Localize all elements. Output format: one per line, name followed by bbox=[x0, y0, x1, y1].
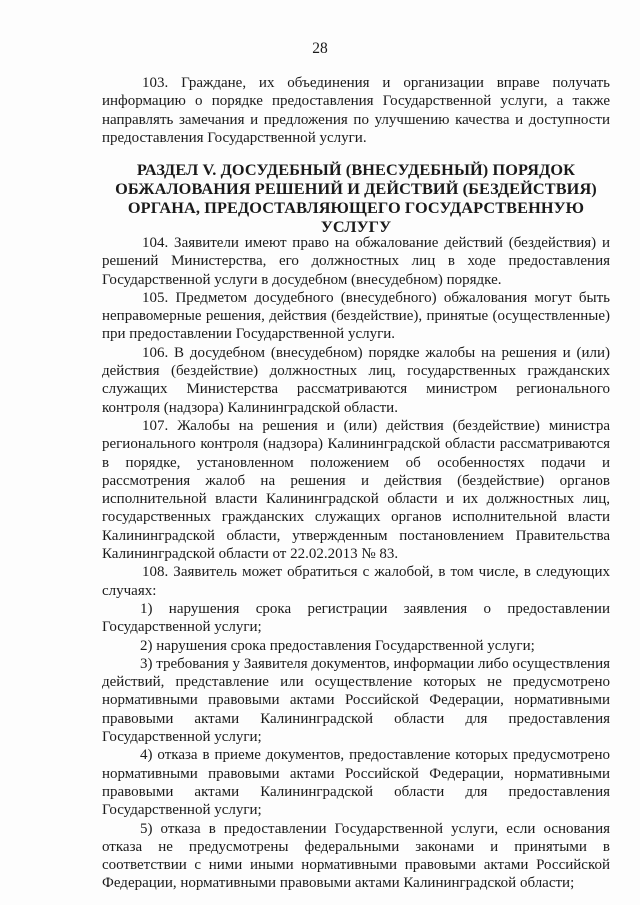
page-number: 28 bbox=[312, 40, 328, 57]
paragraph-105: 105. Предметом досудебного (внесудебного) обжалования могут быть неправомерные решения, действия (бездействие), принятые (осуществленные) при предоставлении Государственной услуги. bbox=[102, 289, 610, 343]
paragraph-107: 107. Жалобы на решения и (или) действия (бездействие) министра регионального контроля (надзора) Калининградской области рассматриваются в порядке, установленном положением об особенностях подачи и рассмотрения жалоб на решения и действия (бездействие) органов исполнительной власти Калининградской области и их должностных лиц, государственных гражданских служащих органов исполнительной власти Калининградской области, утвержденным постановлением Правительства Калининградской области от 22.02.2013 № 83. bbox=[102, 417, 610, 563]
paragraph-103-block bbox=[102, 74, 610, 147]
section-heading-line-3: ОРГАНА, ПРЕДОСТАВЛЯЮЩЕГО ГОСУДАРСТВЕННУЮ УСЛУГУ bbox=[127, 198, 585, 236]
paragraph-106: 106. В досудебном (внесудебном) порядке жалобы на решения и (или) действия (бездействие) должностных лиц, государственных гражданских служащих Министерства рассматриваются министром регионального контроля (надзора) Калининградской области. bbox=[102, 344, 610, 416]
section-heading bbox=[102, 160, 610, 236]
section-heading-line-1: РАЗДЕЛ V. ДОСУДЕБНЫЙ (ВНЕСУДЕБНЫЙ) ПОРЯДОК bbox=[136, 160, 576, 179]
list-item-1: 1) нарушения срока регистрации заявления о предоставлении Государственной услуги; bbox=[102, 600, 610, 636]
list-item-2: 2) нарушения срока предоставления Государственной услуги; bbox=[140, 637, 535, 654]
paragraph-104: 104. Заявители имеют право на обжалование действий (бездействия) и решений Министерства, его должностных лиц в ходе предоставления Государственной услуги в досудебном (внесудебном) порядке. bbox=[102, 235, 610, 288]
list-item-3: 3) требования у Заявителя документов, информации либо осуществления действий, представление или осуществление которых не предусмотрено нормативными правовыми актами Российской Федерации, нормативными правовыми актами Калининградской области для предоставления Государственной услуги; bbox=[102, 655, 610, 746]
list-item-4: 4) отказа в приеме документов, предоставление которых предусмотрено нормативными правовыми актами Российской Федерации, нормативными правовыми актами Калининградской области для предоставления Государственной услуги; bbox=[102, 747, 610, 819]
body-text bbox=[102, 234, 610, 893]
paragraph-103: 103. Граждане, их объединения и организации вправе получать информацию о порядке предоставления Государственной услуги, а также направлять замечания и предложения по улучшению качества и доступности предоставления Государственной услуги. bbox=[102, 75, 610, 146]
section-heading-line-2: ОБЖАЛОВАНИЯ РЕШЕНИЙ И ДЕЙСТВИЙ (БЕЗДЕЙСТВИЯ) bbox=[115, 179, 597, 198]
list-item-5: 5) отказа в предоставлении Государственной услуги, если основания отказа не предусмотрены федеральными законами и принятыми в соответствии с ними иными нормативными правовыми актами Российской Федерации, нормативными правовыми актами Калининградской области; bbox=[102, 820, 610, 892]
paragraph-108: 108. Заявитель может обратиться с жалобой, в том числе, в следующих случаях: bbox=[102, 564, 610, 599]
